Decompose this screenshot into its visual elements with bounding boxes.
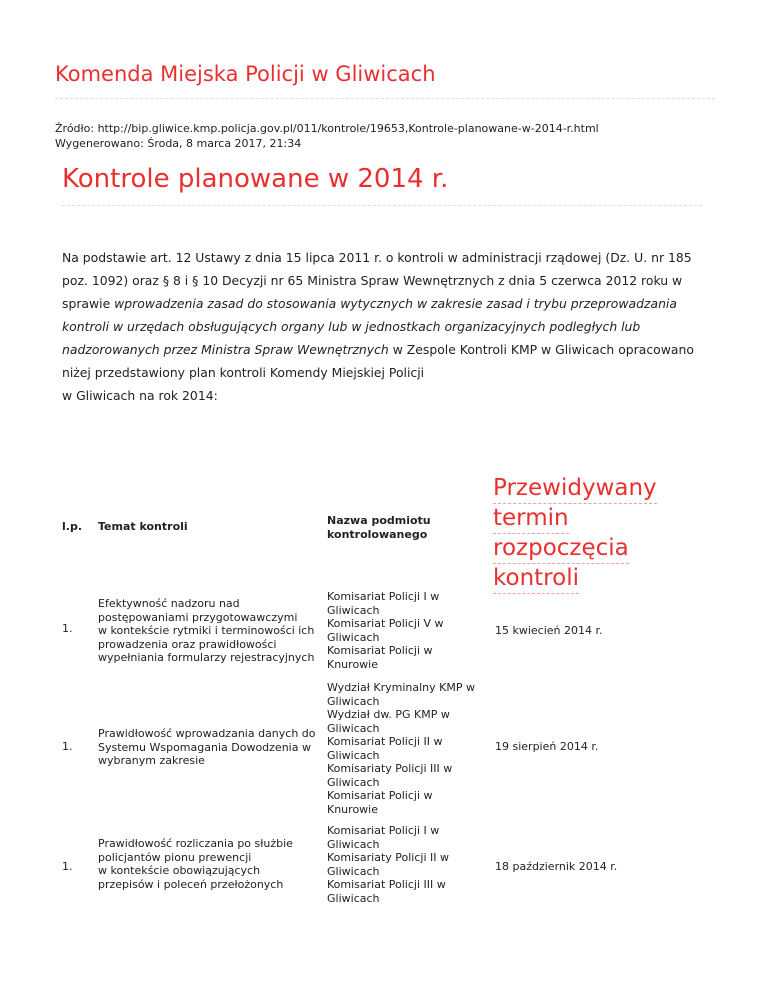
row-2-lp: 1. [62, 740, 73, 753]
row-1-topic-line: prowadzenia oraz prawidłowości [98, 637, 277, 651]
row-2-entity [327, 681, 475, 816]
row-1-topic-line: postępowaniami przygotowawczymi [98, 610, 298, 624]
row-3-entity-line: Komisariaty Policji II w [327, 851, 449, 864]
header-term [493, 475, 673, 595]
row-2-entity-line: Wydział Kryminalny KMP w [327, 681, 475, 694]
title-divider [62, 205, 702, 206]
intro-last-line: w Gliwicach na rok 2014: [62, 388, 218, 403]
row-1-entity-line: Komisariat Policji I w [327, 590, 440, 603]
header-term-line: rozpoczęcia [493, 535, 629, 564]
row-1-entity-line: Komisariat Policji V w [327, 617, 444, 630]
row-3-entity-line: Komisariat Policji III w [327, 878, 446, 891]
site-title: Komenda Miejska Policji w Gliwicach [55, 62, 436, 86]
row-1-topic-line: w kontekście rytmiki i terminowości ich [98, 624, 315, 637]
source-line: Źródło: http://bip.gliwice.kmp.policja.gov.pl/011/kontrole/19653,Kontrole-planowane-w-2014-r.html [55, 122, 599, 135]
row-3-entity-line: Gliwicach [327, 891, 380, 905]
row-3-topic-line: przepisów i poleceń przełożonych [98, 877, 284, 891]
row-2-topic-line: wybranym zakresie [98, 754, 205, 767]
row-2-entity-line: Komisariat Policji II w [327, 735, 443, 748]
row-2-topic-line: Prawidłowość wprowadzania danych do [98, 727, 316, 740]
intro-emphasis: wprowadzenia zasad do stosowania wytycznych w zakresie zasad i trybu przeprowadzania kontroli w urzędach obsługujących organy lub w jednostkach organizacyjnych podległych lub nadzorowanych przez Ministra Spraw Wewnętrznych [62, 296, 677, 357]
intro-text-2: w Zespole Kontroli KMP w Gliwicach opracowano niżej przedstawiony plan kontroli Komendy Miejskiej Policji [62, 342, 694, 380]
document-meta [55, 121, 599, 151]
generated-line: Wygenerowano: Środa, 8 marca 2017, 21:34 [55, 137, 302, 150]
row-1-entity-line: Gliwicach [327, 630, 380, 644]
row-2-entity-line: Gliwicach [327, 721, 380, 735]
row-3-lp: 1. [62, 860, 73, 873]
header-divider [55, 98, 715, 99]
row-3-topic [98, 837, 293, 891]
row-3-topic-line: Prawidłowość rozliczania po służbie [98, 837, 293, 850]
row-2-term: 19 sierpień 2014 r. [495, 740, 599, 753]
page-title: Kontrole planowane w 2014 r. [62, 164, 449, 194]
header-term-line: Przewidywany [493, 475, 657, 504]
row-2-topic [98, 727, 316, 768]
row-2-entity-line: Komisariat Policji w [327, 789, 433, 802]
row-1-entity-line: Gliwicach [327, 603, 380, 617]
row-2-entity-line: Knurowie [327, 802, 378, 816]
header-entity-line: kontrolowanego [327, 528, 428, 541]
header-topic: Temat kontroli [98, 520, 188, 533]
row-1-entity [327, 590, 444, 671]
row-3-topic-line: policjantów pionu prewencji [98, 850, 252, 864]
row-1-topic-line: wypełniania formularzy rejestracyjnych [98, 651, 315, 664]
header-term-line: termin [493, 505, 569, 534]
row-1-entity-line: Komisariat Policji w [327, 644, 433, 657]
intro-paragraph [62, 246, 702, 407]
row-1-topic [98, 597, 314, 665]
row-3-entity [327, 824, 449, 905]
row-1-entity-line: Knurowie [327, 657, 378, 671]
header-entity [327, 514, 431, 542]
row-3-term: 18 październik 2014 r. [495, 860, 618, 873]
row-1-topic-line: Efektywność nadzoru nad [98, 597, 240, 610]
row-3-entity-line: Komisariat Policji I w [327, 824, 440, 837]
row-2-entity-line: Gliwicach [327, 748, 380, 762]
header-term-line: kontroli [493, 565, 579, 594]
row-2-entity-line: Gliwicach [327, 775, 380, 789]
row-2-entity-line: Komisariaty Policji III w [327, 762, 453, 775]
row-3-entity-line: Gliwicach [327, 864, 380, 878]
row-2-entity-line: Wydział dw. PG KMP w [327, 708, 450, 721]
header-lp: l.p. [62, 520, 83, 533]
row-2-topic-line: Systemu Wspomagania Dowodzenia w [98, 740, 311, 754]
row-1-lp: 1. [62, 622, 73, 635]
intro-text-1: Na podstawie art. 12 Ustawy z dnia 15 lipca 2011 r. o kontroli w administracji rządowej (Dz. U. nr 185 poz. 1092) oraz § 8 i § 10 Decyzji nr 65 Ministra Spraw Wewnętrznych z dnia 5 czerwca 2012 roku w sprawie [62, 250, 692, 311]
row-1-term: 15 kwiecień 2014 r. [495, 624, 603, 637]
row-3-entity-line: Gliwicach [327, 837, 380, 851]
row-3-topic-line: w kontekście obowiązujących [98, 864, 261, 877]
row-2-entity-line: Gliwicach [327, 694, 380, 708]
header-entity-line: Nazwa podmiotu [327, 514, 431, 527]
